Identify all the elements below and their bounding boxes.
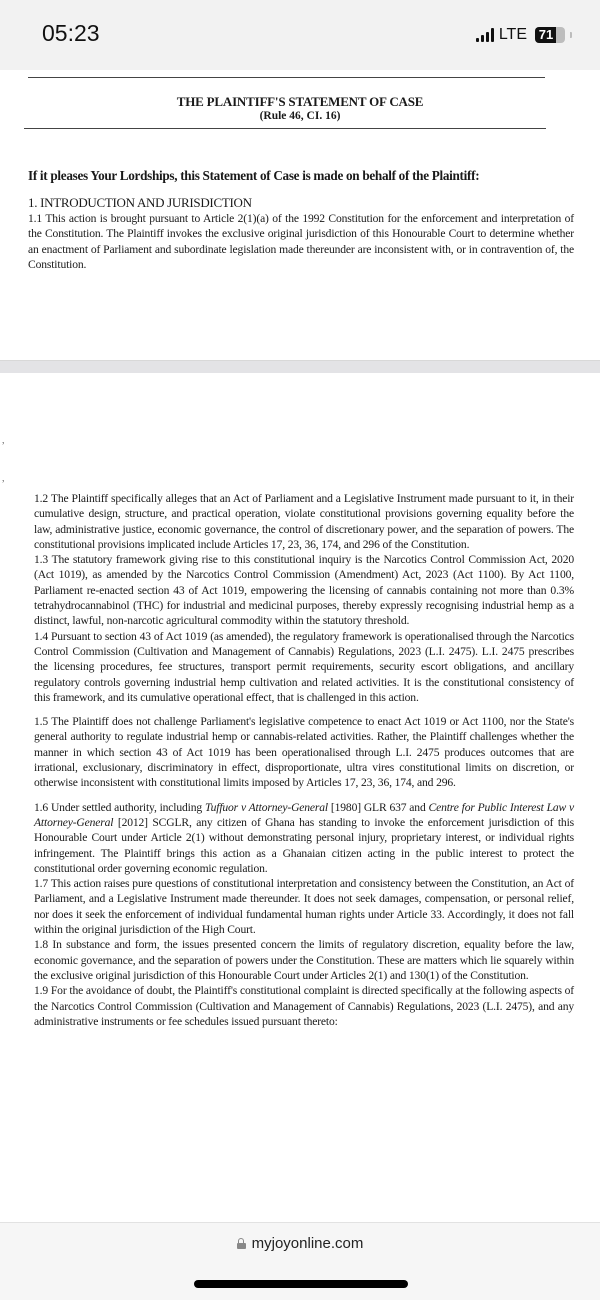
section-heading: 1. INTRODUCTION AND JURISDICTION (28, 195, 252, 210)
page-separator (0, 360, 600, 374)
margin-mark: , (2, 435, 5, 446)
paragraph-1-7: 1.7 This action raises pure questions of constitutional interpretation and consistency between the Constitution, an Act of Parliament, and a Legislative Instrument made thereunder. It does not seek damages, compensation, or personal relief, nor does it seek the enforcement of individual fundamental human rights under Article 33. Accordingly, it does not fall within the original jurisdiction of the High Court. (34, 877, 574, 937)
battery-percent: 71 (538, 27, 554, 42)
browser-bottom-bar (0, 1222, 600, 1300)
paragraph-1-1: 1.1 This action is brought pursuant to Article 2(1)(a) of the 1992 Constitution for the enforcement and interpretation of the Constitution. The Plaintiff invokes the exclusive original jurisdiction of this Honourable Court to determine whether an enactment of Parliament and subordinate legislation made thereunder are inconsistent with, or in contravention of, the Constitution. (28, 212, 574, 271)
lock-icon (237, 1238, 246, 1249)
paragraph-1-6-text: [1980] GLR 637 and (328, 800, 429, 814)
battery-tip (570, 32, 572, 38)
top-rule (28, 77, 545, 78)
network-type: LTE (498, 26, 527, 43)
paragraph-1-4: 1.4 Pursuant to section 43 of Act 1019 (as amended), the regulatory framework is operationalised through the Narcotics Control Commission (Cultivation and Management of Cannabis) Regulations, 2023 (L.I. 2475). L.I. 2475 prescribes the licensing procedures, fee structures, transport permit requirements, security escort obligations, and ancillary regulatory controls governing industrial hemp cultivation and related activities. It is the constitutional consistency of this framework, and its cumulative operational effect, that is challenged in this action. (34, 629, 574, 704)
title-rule (24, 128, 546, 129)
document-title: THE PLAINTIFF'S STATEMENT OF CASE (176, 94, 424, 109)
case-citation: Tuffuor v Attorney-General (204, 800, 329, 814)
document-subtitle: (Rule 46, CI. 16) (259, 110, 341, 122)
preamble: If it pleases Your Lordships, this Statement of Case is made on behalf of the Plaintiff: (28, 168, 480, 183)
paragraph-1-3: 1.3 The statutory framework giving rise to this constitutional inquiry is the Narcotics Control Commission Act, 2020 (Act 1019), as amended by the Narcotics Control Commission (Amendment) Act, 2023 (Act 1100). By Act 1100, Parliament re-enacted section 43 of Act 1019, empowering the licensing of cannabis containing not more than 0.3% tetrahydrocannabinol (THC) for industrial and medicinal purposes, thereby expressly recognising industrial hemp as a distinct, lawful, non-narcotic agricultural commodity within the statutory threshold. (34, 553, 574, 628)
document-page-2 (0, 373, 600, 1155)
url-text[interactable]: myjoyonline.com (251, 1235, 364, 1252)
status-time: 05:23 (42, 20, 100, 46)
paragraph-1-6-text: 1.6 Under settled authority, including (34, 800, 205, 814)
paragraph-1-2: 1.2 The Plaintiff specifically alleges that an Act of Parliament and a Legislative Instrument made pursuant to it, in their cumulative design, structure, and practical operation, violate constitutional provisions governing equality before the law, administrative justice, economic governance, the control of discretionary power, and the separation of powers. The constitutional provisions implicated include Articles 17, 23, 36, 174, and 296 of the Constitution. (34, 492, 574, 551)
document-page-1 (0, 70, 600, 360)
paragraph-1-8: 1.8 In substance and form, the issues presented concern the limits of regulatory discretion, equality before the law, economic governance, and the separation of powers under the Constitution. These are matters which lie squarely within the exclusive original jurisdiction of this Honourable Court under Articles 2(1) and 130(1) of the Constitution. (34, 938, 574, 982)
margin-mark: , (2, 473, 5, 484)
status-indicators (476, 26, 572, 44)
status-bar (0, 0, 600, 70)
paragraph-1-6-text: [2012] SCGLR, any citizen of Ghana has standing to invoke the enforcement jurisdiction of this Honourable Court under Article 2(1) without demonstrating personal injury, proprietary interest, or individual rights infringement. The Plaintiff brings this action as a Ghanaian citizen acting in the public interest to protect the constitutional order governing economic regulation. (34, 815, 574, 875)
battery-icon (535, 27, 565, 43)
home-indicator[interactable] (194, 1280, 408, 1288)
address-bar[interactable] (0, 1235, 600, 1252)
paragraph-1-6 (34, 800, 574, 876)
signal-icon (476, 28, 494, 42)
paragraph-1-5: 1.5 The Plaintiff does not challenge Parliament's legislative competence to enact Act 1019 or Act 1100, nor the State's general authority to regulate industrial hemp or cannabis-related activities. Rather, the Plaintiff challenges whether the manner in which section 43 of Act 1019 has been operationalised through L.I. 2475 produces outcomes that are irrational, exclusionary, discriminatory in effect, disproportionate, ultra vires constitutional limits on discretion, or otherwise inconsistent with constitutional limits imposed by Articles 17, 23, 36, 174, and 296. (34, 715, 574, 790)
document-body (34, 491, 574, 1029)
paragraph-1-9: 1.9 For the avoidance of doubt, the Plaintiff's constitutional complaint is directed specifically at the following aspects of the Narcotics Control Commission (Cultivation and Management of Cannabis) Regulations, 2023 (L.I. 2475), and any administrative instruments or fee schedules issued pursuant thereto: (34, 984, 574, 1028)
case-citation: Centre for Public Interest Law v Attorney-General (34, 800, 575, 829)
